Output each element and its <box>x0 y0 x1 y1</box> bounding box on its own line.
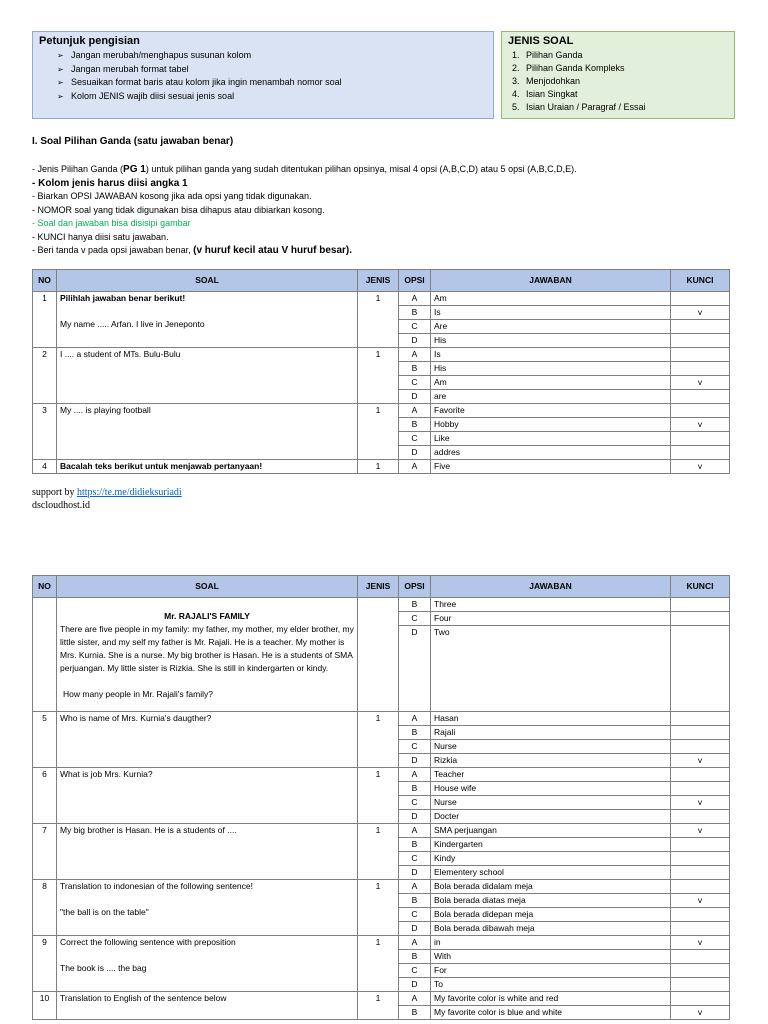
option-answer: Teacher <box>431 768 671 782</box>
question-text <box>57 598 358 712</box>
option-key <box>671 446 730 460</box>
option-answer: Am <box>431 292 671 306</box>
header-jenis: JENIS <box>358 270 399 292</box>
option-letter: D <box>399 810 431 824</box>
option-letter: D <box>399 866 431 880</box>
option-key <box>671 950 730 964</box>
option-letter: A <box>399 880 431 894</box>
option-key: v <box>671 796 730 810</box>
option-key <box>671 598 730 612</box>
table-row <box>33 768 730 782</box>
question-number: 1 <box>33 292 57 348</box>
option-answer: House wife <box>431 782 671 796</box>
option-key <box>671 880 730 894</box>
option-answer: Bola berada dibawah meja <box>431 922 671 936</box>
option-key <box>671 390 730 404</box>
option-answer: Bola berada diatas meja <box>431 894 671 908</box>
option-letter: A <box>399 404 431 418</box>
option-key: v <box>671 894 730 908</box>
section-title: I. Soal Pilihan Ganda (satu jawaban benar) <box>32 136 234 147</box>
question-text: My .... is playing football <box>57 404 358 460</box>
option-letter: B <box>399 418 431 432</box>
option-letter: C <box>399 432 431 446</box>
jenis-soal-item: Menjodohkan <box>526 76 581 86</box>
question-text: Bacalah teks berikut untuk menjawab pertanyaan! <box>57 460 358 474</box>
jenis-soal-item: Isian Singkat <box>526 89 578 99</box>
option-answer: in <box>431 936 671 950</box>
note-kunci: - KUNCI hanya diisi satu jawaban. <box>32 231 169 242</box>
option-answer: Bola berada didepan meja <box>431 908 671 922</box>
option-letter: C <box>399 908 431 922</box>
header-opsi: OPSI <box>399 270 431 292</box>
option-answer: My favorite color is white and red <box>431 992 671 1006</box>
option-key <box>671 978 730 992</box>
question-number: 5 <box>33 712 57 768</box>
petunjuk-item: ➢ Kolom JENIS wajib diisi sesuai jenis soal <box>57 90 342 104</box>
petunjuk-box <box>32 31 494 119</box>
question-number: 9 <box>33 936 57 992</box>
header-kunci: KUNCI <box>671 270 730 292</box>
option-letter: B <box>399 950 431 964</box>
header-no: NO <box>33 270 57 292</box>
question-number: 4 <box>33 460 57 474</box>
jenis-soal-title: JENIS SOAL <box>508 35 574 47</box>
option-key: v <box>671 418 730 432</box>
question-number <box>33 598 57 712</box>
option-letter: C <box>399 852 431 866</box>
option-answer: With <box>431 950 671 964</box>
note-pg1: - Jenis Pilihan Ganda (PG 1) untuk pilihan ganda yang sudah ditentukan pilihan opsinya, misal 4 opsi (A,B,C,D) atau 5 opsi (A,B,C,D,E). <box>32 164 577 175</box>
option-key: v <box>671 1006 730 1020</box>
option-answer: Nurse <box>431 796 671 810</box>
note-jenis: - Kolom jenis harus diisi angka 1 <box>32 177 188 189</box>
petunjuk-item: ➢ Sesuaikan format baris atau kolom jika ingin menambah nomor soal <box>57 76 342 90</box>
table-row <box>33 598 730 612</box>
option-answer: Hobby <box>431 418 671 432</box>
option-key <box>671 292 730 306</box>
option-key <box>671 432 730 446</box>
option-letter: B <box>399 362 431 376</box>
passage-title: Mr. RAJALI'S FAMILY <box>164 611 250 621</box>
option-answer: Is <box>431 348 671 362</box>
notes <box>32 163 752 258</box>
question-jenis: 1 <box>358 936 399 992</box>
option-answer: are <box>431 390 671 404</box>
option-letter: C <box>399 740 431 754</box>
jenis-soal-item: Pilihan Ganda Kompleks <box>526 63 625 73</box>
question-number: 3 <box>33 404 57 460</box>
question-number: 10 <box>33 992 57 1020</box>
table-row <box>33 936 730 950</box>
question-jenis: 1 <box>358 348 399 404</box>
note-gambar: - Soal dan jawaban bisa disisipi gambar <box>32 218 191 228</box>
header-jawaban: JAWABAN <box>431 270 671 292</box>
question-number: 2 <box>33 348 57 404</box>
option-key <box>671 782 730 796</box>
option-letter: B <box>399 306 431 320</box>
question-text: Translation to indonesian of the following sentence! "the ball is on the table" <box>57 880 358 936</box>
question-table-2 <box>32 575 730 1020</box>
option-key: v <box>671 376 730 390</box>
question-jenis <box>358 598 399 712</box>
option-key <box>671 348 730 362</box>
table-row <box>33 404 730 418</box>
support-link[interactable]: https://te.me/didieksuriadi <box>77 487 182 498</box>
note-tanda: - Beri tanda v pada opsi jawaban benar, (v huruf kecil atau V huruf besar). <box>32 245 353 256</box>
option-letter: A <box>399 936 431 950</box>
question-jenis: 1 <box>358 292 399 348</box>
note-nomor: - NOMOR soal yang tidak digunakan bisa dihapus atau dibiarkan kosong. <box>32 204 325 215</box>
question-number: 7 <box>33 824 57 880</box>
table-row <box>33 292 730 306</box>
question-number: 6 <box>33 768 57 824</box>
option-key <box>671 866 730 880</box>
option-letter: D <box>399 754 431 768</box>
question-text: Pilihlah jawaban benar berikut! My name ..... Arfan. I live in Jeneponto <box>57 292 358 348</box>
petunjuk-title: Petunjuk pengisian <box>39 35 140 47</box>
petunjuk-item: ➢ Jangan merubah/menghapus susunan kolom <box>57 49 342 63</box>
option-key: v <box>671 460 730 474</box>
table-row <box>33 880 730 894</box>
option-letter: A <box>399 824 431 838</box>
table-row <box>33 460 730 474</box>
option-letter: D <box>399 922 431 936</box>
question-jenis: 1 <box>358 404 399 460</box>
option-letter: B <box>399 782 431 796</box>
option-answer: Elementery school <box>431 866 671 880</box>
option-key: v <box>671 306 730 320</box>
option-key <box>671 908 730 922</box>
option-letter: A <box>399 460 431 474</box>
support-label: support by <box>32 487 77 498</box>
table-row <box>33 712 730 726</box>
option-answer: To <box>431 978 671 992</box>
option-letter: B <box>399 838 431 852</box>
question-jenis: 1 <box>358 992 399 1020</box>
table-row <box>33 824 730 838</box>
table-header <box>33 270 730 292</box>
option-letter: C <box>399 376 431 390</box>
option-key <box>671 612 730 626</box>
option-letter: B <box>399 894 431 908</box>
petunjuk-list <box>57 49 342 103</box>
option-key: v <box>671 824 730 838</box>
option-answer: Are <box>431 320 671 334</box>
question-text: What is job Mrs. Kurnia? <box>57 768 358 824</box>
question-text: My big brother is Hasan. He is a students of .... <box>57 824 358 880</box>
question-text: I .... a student of MTs. Bulu-Bulu <box>57 348 358 404</box>
option-letter: D <box>399 978 431 992</box>
question-jenis: 1 <box>358 768 399 824</box>
option-key <box>671 922 730 936</box>
option-letter: A <box>399 712 431 726</box>
question-jenis: 1 <box>358 824 399 880</box>
option-answer: Am <box>431 376 671 390</box>
option-answer: Is <box>431 306 671 320</box>
note-opsi: - Biarkan OPSI JAWABAN kosong jika ada opsi yang tidak digunakan. <box>32 191 312 201</box>
header-soal: SOAL <box>57 576 358 598</box>
option-answer: Hasan <box>431 712 671 726</box>
option-key <box>671 404 730 418</box>
option-letter: A <box>399 292 431 306</box>
header-jawaban: JAWABAN <box>431 576 671 598</box>
option-key <box>671 320 730 334</box>
option-key <box>671 712 730 726</box>
option-answer: Three <box>431 598 671 612</box>
passage-question: How many people in Mr. Rajali's family? <box>63 689 213 699</box>
jenis-soal-item: Pilihan Ganda <box>526 50 583 60</box>
option-answer: Bola berada didalam meja <box>431 880 671 894</box>
option-answer: SMA perjuangan <box>431 824 671 838</box>
option-key <box>671 362 730 376</box>
question-jenis: 1 <box>358 880 399 936</box>
option-letter: B <box>399 598 431 612</box>
option-answer: Kindergarten <box>431 838 671 852</box>
option-answer: Nurse <box>431 740 671 754</box>
option-letter: D <box>399 446 431 460</box>
option-answer: Rajali <box>431 726 671 740</box>
option-answer: Like <box>431 432 671 446</box>
option-letter: C <box>399 612 431 626</box>
option-answer: His <box>431 362 671 376</box>
question-jenis: 1 <box>358 460 399 474</box>
option-key <box>671 964 730 978</box>
option-letter: A <box>399 768 431 782</box>
table-header <box>33 576 730 598</box>
header-kunci: KUNCI <box>671 576 730 598</box>
option-key <box>671 810 730 824</box>
option-answer: Four <box>431 612 671 626</box>
question-text: Translation to English of the sentence below <box>57 992 358 1020</box>
option-answer: For <box>431 964 671 978</box>
option-letter: C <box>399 964 431 978</box>
option-letter: D <box>399 334 431 348</box>
option-letter: D <box>399 390 431 404</box>
passage: There are five people in my family: my father, my mother, my elder brother, my little sister, and my self my father is Mr. Rajali. He is a teacher. My mother is Mrs. Kurnia. She is a nurse. My big brother is Hasan. He is a students of SMA perjuangan. My little sister is Rizkia. She is still in kindergarten or kindy. <box>60 624 354 673</box>
option-answer: His <box>431 334 671 348</box>
petunjuk-item: ➢ Jangan merubah format tabel <box>57 63 342 77</box>
option-key <box>671 838 730 852</box>
question-jenis: 1 <box>358 712 399 768</box>
option-answer: Docter <box>431 810 671 824</box>
table-row <box>33 348 730 362</box>
option-key <box>671 334 730 348</box>
jenis-soal-list: 1. Pilihan Ganda 2. Pilihan Ganda Kompleks 3. Menjodohkan 4. Isian Singkat 5. Isian Uraian / Paragraf / Essai <box>512 50 646 112</box>
option-answer: My favorite color is blue and white <box>431 1006 671 1020</box>
option-key <box>671 626 730 712</box>
question-text: Who is name of Mrs. Kurnia's daugther? <box>57 712 358 768</box>
option-key <box>671 992 730 1006</box>
option-answer: Two <box>431 626 671 712</box>
option-key <box>671 740 730 754</box>
table-row <box>33 992 730 1006</box>
option-key <box>671 768 730 782</box>
option-answer: Five <box>431 460 671 474</box>
option-answer: Favorite <box>431 404 671 418</box>
option-key: v <box>671 754 730 768</box>
header-jenis: JENIS <box>358 576 399 598</box>
jenis-soal-item: Isian Uraian / Paragraf / Essai <box>526 102 646 112</box>
option-letter: D <box>399 626 431 712</box>
footer <box>32 486 182 512</box>
option-key <box>671 726 730 740</box>
option-letter: C <box>399 796 431 810</box>
option-letter: B <box>399 726 431 740</box>
question-text: Correct the following sentence with preposition The book is .... the bag <box>57 936 358 992</box>
option-answer: Rizkia <box>431 754 671 768</box>
host-label: dscloudhost.id <box>32 500 91 511</box>
option-letter: A <box>399 348 431 362</box>
header-soal: SOAL <box>57 270 358 292</box>
jenis-soal-box <box>501 31 735 119</box>
option-key <box>671 852 730 866</box>
option-key: v <box>671 936 730 950</box>
option-letter: A <box>399 992 431 1006</box>
option-letter: C <box>399 320 431 334</box>
question-table-1 <box>32 269 730 474</box>
option-letter: B <box>399 1006 431 1020</box>
header-no: NO <box>33 576 57 598</box>
header-opsi: OPSI <box>399 576 431 598</box>
question-number: 8 <box>33 880 57 936</box>
option-answer: addres <box>431 446 671 460</box>
option-answer: Kindy <box>431 852 671 866</box>
